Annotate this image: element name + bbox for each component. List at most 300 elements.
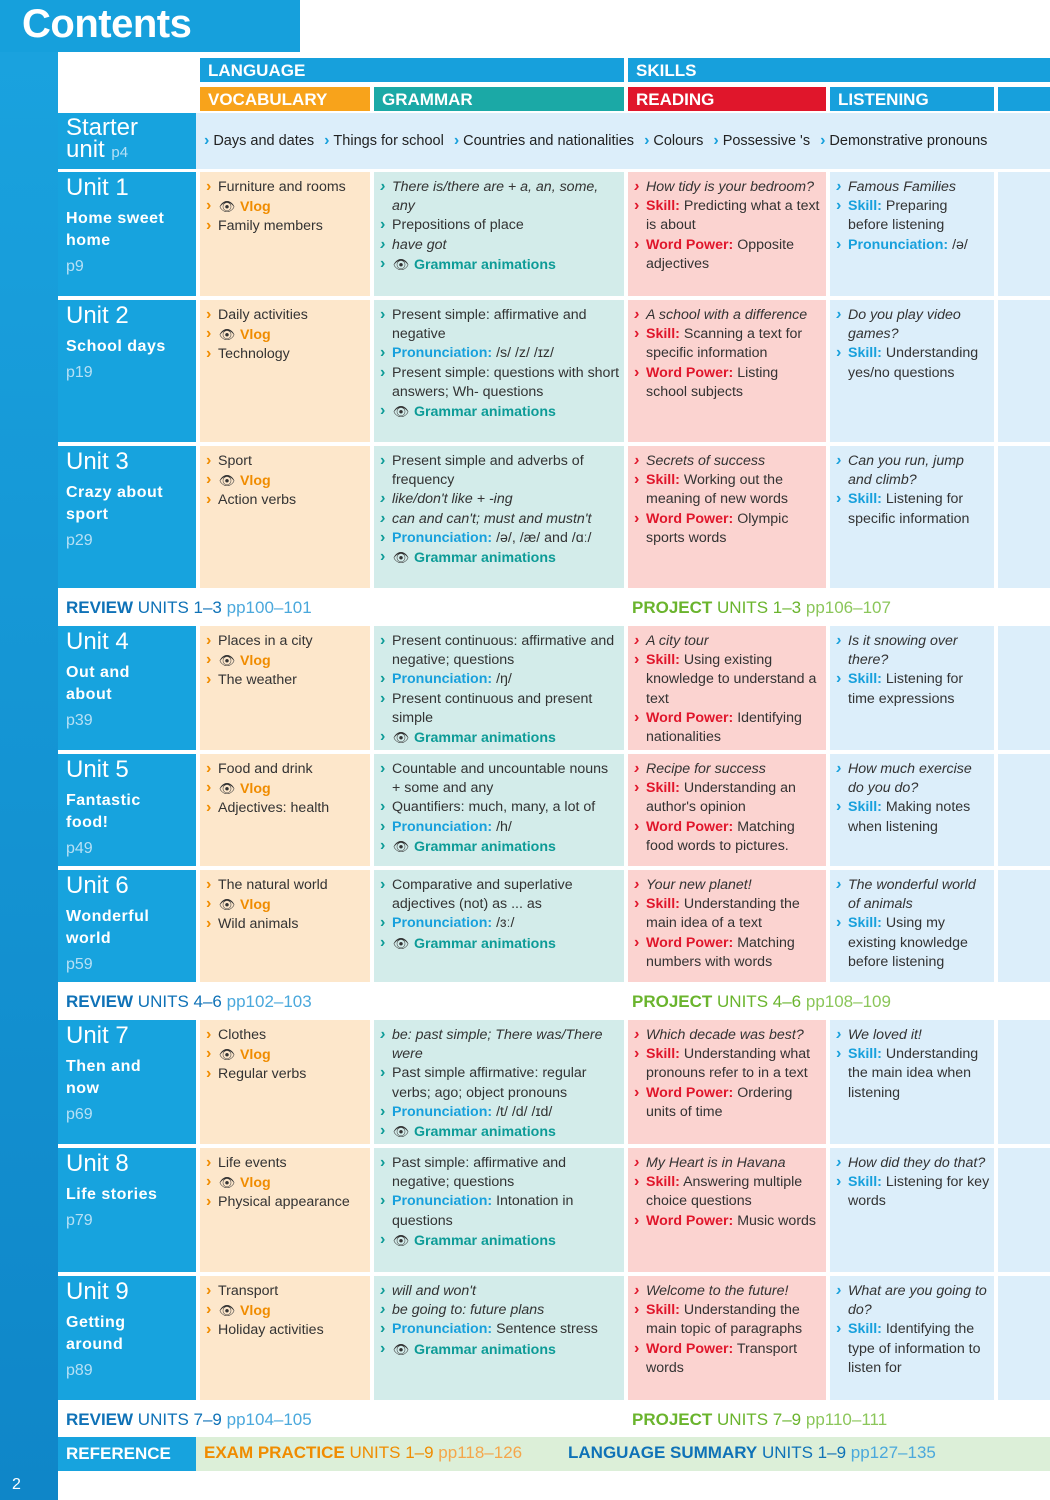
extra-cell xyxy=(998,446,1050,588)
extra-cell xyxy=(998,300,1050,442)
eye-icon: 👁 xyxy=(392,550,410,566)
unit-number: Unit 8 xyxy=(66,1150,129,1177)
reading-title: › My Heart is in Havana xyxy=(634,1154,822,1173)
review-7-9[interactable] xyxy=(66,1410,312,1432)
review-units: UNITS 1–3 xyxy=(137,598,222,617)
skill-label: Skill: xyxy=(646,1302,680,1319)
listening-cell xyxy=(830,446,994,588)
grammar-animations-link[interactable]: Grammar animations xyxy=(413,1341,556,1358)
header-grammar: GRAMMAR xyxy=(374,87,624,111)
word-power-label: Word Power: xyxy=(646,1340,734,1357)
grammar-animations-link[interactable]: Grammar animations xyxy=(413,730,556,747)
review-units: UNITS 7–9 xyxy=(137,1410,222,1429)
listening-skill: Understanding yes/no questions xyxy=(848,345,979,381)
grammar-pronunciation: /s/ /z/ /ɪz/ xyxy=(496,345,554,362)
unit-row-7 xyxy=(58,1020,1050,1144)
reading-cell xyxy=(628,870,826,982)
eye-icon: 👁 xyxy=(218,1303,236,1319)
skill-label: Skill: xyxy=(848,1046,882,1063)
grammar-item: › Present simple: affirmative and negative xyxy=(380,306,620,344)
grammar-item: › Present simple: questions with short answers; Wh- questions xyxy=(380,364,620,402)
reading-skill: Scanning a text for specific information xyxy=(646,326,803,362)
grammar-item: › Present continuous: affirmative and negative; questions xyxy=(380,632,620,670)
skill-label: Skill: xyxy=(646,896,680,913)
skill-label: Skill: xyxy=(848,915,882,932)
unit-row-8 xyxy=(58,1148,1050,1272)
grammar-animations-link[interactable]: Grammar animations xyxy=(413,1124,556,1141)
eye-icon: 👁 xyxy=(218,327,236,343)
vocabulary-cell xyxy=(200,870,370,982)
grammar-item: › There is/there are + a, an, some, any xyxy=(380,178,620,216)
unit-page: p89 xyxy=(66,1362,93,1379)
reading-skill: Using existing knowledge to understand a text xyxy=(646,652,817,707)
vocab-item: › Wild animals xyxy=(206,915,366,934)
grammar-cell xyxy=(374,300,624,442)
unit-row-6 xyxy=(58,870,1050,982)
vocab-item: › Daily activities xyxy=(206,306,366,325)
listening-title: › Can you run, jump and climb? xyxy=(836,452,990,490)
vocab-item: › Regular verbs xyxy=(206,1065,366,1084)
skill-label: Skill: xyxy=(646,1046,680,1063)
grammar-cell xyxy=(374,870,624,982)
listening-title: › How much exercise do you do? xyxy=(836,760,990,798)
word-power-label: Word Power: xyxy=(646,236,734,253)
unit-cell xyxy=(58,1276,196,1400)
review-label: REVIEW xyxy=(66,598,134,617)
eye-icon: 👁 xyxy=(218,1175,236,1191)
skill-label: Skill: xyxy=(646,326,680,343)
unit-row-3 xyxy=(58,446,1050,588)
vocabulary-cell xyxy=(200,172,370,296)
reading-skill: Predicting what a text is about xyxy=(646,198,820,234)
eye-icon: 👁 xyxy=(392,1232,410,1248)
unit-page: p9 xyxy=(66,258,84,275)
unit-name: School days xyxy=(66,338,166,355)
reading-skill: Understanding what pronouns refer to in a text xyxy=(646,1046,811,1082)
grammar-item: › Countable and uncountable nouns + some and any xyxy=(380,760,620,798)
unit-page: p69 xyxy=(66,1106,93,1123)
eye-icon: 👁 xyxy=(392,730,410,746)
reading-title: › Recipe for success xyxy=(634,760,822,779)
vocab-item: › Places in a city xyxy=(206,632,366,651)
listening-skill: Listening for time expressions xyxy=(848,671,964,707)
eye-icon: 👁 xyxy=(392,1124,410,1140)
skill-label: Skill: xyxy=(848,345,882,362)
skill-label: Skill: xyxy=(848,1174,882,1191)
unit-name-2: food! xyxy=(66,814,109,831)
listening-cell xyxy=(830,172,994,296)
vlog-link[interactable]: Vlog xyxy=(239,199,271,216)
eye-icon: 👁 xyxy=(392,1341,410,1357)
eye-icon: 👁 xyxy=(218,199,236,215)
reading-cell xyxy=(628,446,826,588)
unit-cell xyxy=(58,1148,196,1272)
reference-bar xyxy=(58,1437,1050,1471)
vocabulary-cell xyxy=(200,300,370,442)
grammar-cell xyxy=(374,446,624,588)
vocabulary-cell xyxy=(200,446,370,588)
starter-item: › Days and dates xyxy=(204,133,314,149)
vocab-item: › Furniture and rooms xyxy=(206,178,366,197)
extra-cell xyxy=(998,1276,1050,1400)
vlog-link[interactable]: Vlog xyxy=(239,653,271,670)
unit-name-2: around xyxy=(66,1336,124,1353)
unit-cell xyxy=(58,300,196,442)
grammar-cell xyxy=(374,1276,624,1400)
unit-number: Unit 1 xyxy=(66,174,129,201)
starter-label: Starter xyxy=(66,114,139,141)
extra-cell xyxy=(998,1148,1050,1272)
reading-title: › How tidy is your bedroom? xyxy=(634,178,822,197)
project-pages: pp110–111 xyxy=(805,1410,888,1429)
grammar-pronunciation: Intonation in questions xyxy=(392,1193,574,1229)
grammar-item: › be: past simple; There was/There were xyxy=(380,1026,620,1064)
grammar-pronunciation: /ɜː/ xyxy=(496,915,515,932)
skill-label: Skill: xyxy=(848,671,882,688)
unit-cell xyxy=(58,626,196,750)
listening-cell xyxy=(830,754,994,866)
project-label: PROJECT xyxy=(632,992,713,1011)
grammar-item: › can and can't; must and mustn't xyxy=(380,510,620,529)
skill-label: Skill: xyxy=(646,652,680,669)
review-pages: pp102–103 xyxy=(226,992,312,1011)
listening-title: › Do you play video games? xyxy=(836,306,990,344)
vlog-link[interactable]: Vlog xyxy=(239,473,271,490)
pronunciation-label: Pronunciation: xyxy=(848,236,949,253)
reading-word-power: Matching food words to pictures. xyxy=(646,818,795,854)
review-pages: pp104–105 xyxy=(226,1410,312,1429)
reading-cell xyxy=(628,1020,826,1144)
eye-icon: 👁 xyxy=(392,404,410,420)
grammar-pronunciation: /ŋ/ xyxy=(496,671,512,688)
grammar-pronunciation: /ə/, /æ/ and /ɑː/ xyxy=(496,529,592,546)
unit-page: p79 xyxy=(66,1212,93,1229)
vlog-link[interactable]: Vlog xyxy=(239,1047,271,1064)
word-power-label: Word Power: xyxy=(646,510,734,527)
skill-label: Skill: xyxy=(646,198,680,215)
header-vocabulary: VOCABULARY xyxy=(200,87,370,111)
vocab-item: › Food and drink xyxy=(206,760,366,779)
vlog-link[interactable]: Vlog xyxy=(239,897,271,914)
eye-icon: 👁 xyxy=(392,935,410,951)
grammar-item: › have got xyxy=(380,236,620,255)
grammar-animations-link[interactable]: Grammar animations xyxy=(413,1232,556,1249)
reading-skill: Understanding the main idea of a text xyxy=(646,896,800,932)
page-title: Contents xyxy=(22,2,192,46)
grammar-item: › Comparative and superlative adjectives (not) as ... as xyxy=(380,876,620,914)
listening-cell xyxy=(830,1276,994,1400)
extra-cell xyxy=(998,626,1050,750)
listening-cell xyxy=(830,300,994,442)
exam-label: EXAM PRACTICE xyxy=(204,1443,345,1462)
listening-cell xyxy=(830,1148,994,1272)
left-blue-bar xyxy=(0,0,58,1500)
reading-word-power: Music words xyxy=(737,1212,817,1229)
grammar-animations-link[interactable]: Grammar animations xyxy=(413,838,556,855)
starter-item: › Colours xyxy=(644,133,703,149)
listening-cell xyxy=(830,870,994,982)
project-4-6[interactable] xyxy=(632,992,891,1014)
vocab-item: › Sport xyxy=(206,452,366,471)
unit-page: p29 xyxy=(66,532,93,549)
unit-page: p19 xyxy=(66,364,93,381)
grammar-item: › Present continuous and present simple xyxy=(380,690,620,728)
exam-practice[interactable] xyxy=(204,1443,522,1465)
unit-number: Unit 5 xyxy=(66,756,129,783)
listening-title: › We loved it! xyxy=(836,1026,990,1045)
grammar-animations-link[interactable]: Grammar animations xyxy=(413,404,556,421)
vocab-item: › The weather xyxy=(206,671,366,690)
reading-skill: Answering multiple choice questions xyxy=(646,1174,803,1210)
project-1-3[interactable] xyxy=(632,598,891,620)
reference-label: REFERENCE xyxy=(58,1437,196,1471)
skill-label: Skill: xyxy=(646,780,680,797)
reading-title: › Your new planet! xyxy=(634,876,822,895)
skill-label: Skill: xyxy=(646,472,680,489)
pronunciation-label: Pronunciation: xyxy=(392,1321,493,1338)
project-units: UNITS 7–9 xyxy=(717,1410,802,1429)
vocab-item: › Technology xyxy=(206,345,366,364)
unit-name-2: now xyxy=(66,1080,100,1097)
pronunciation-label: Pronunciation: xyxy=(392,915,493,932)
vocab-item: › Transport xyxy=(206,1282,366,1301)
unit-name-2: home xyxy=(66,232,111,249)
reading-cell xyxy=(628,1276,826,1400)
vlog-link[interactable]: Vlog xyxy=(239,1175,271,1192)
reading-skill: Understanding an author's opinion xyxy=(646,780,796,816)
reading-title: › Secrets of success xyxy=(634,452,822,471)
grammar-animations-link[interactable]: Grammar animations xyxy=(413,550,556,567)
listening-skill: Understanding the main idea when listening xyxy=(848,1046,979,1101)
unit-name-2: world xyxy=(66,930,112,947)
page-number: 2 xyxy=(12,1476,21,1493)
review-units: UNITS 4–6 xyxy=(137,992,222,1011)
header-listening: LISTENING xyxy=(830,87,994,111)
grammar-item: › Present simple and adverbs of frequency xyxy=(380,452,620,490)
unit-name: Home sweet xyxy=(66,210,165,227)
unit-cell xyxy=(58,870,196,982)
listening-title: › What are you going to do? xyxy=(836,1282,990,1320)
vocabulary-cell xyxy=(200,1020,370,1144)
listening-skill: Listening for specific information xyxy=(848,491,970,527)
listening-title: › Is it snowing over there? xyxy=(836,632,990,670)
unit-page: p49 xyxy=(66,840,93,857)
extra-cell xyxy=(998,754,1050,866)
word-power-label: Word Power: xyxy=(646,934,734,951)
reading-cell xyxy=(628,754,826,866)
starter-item: › Demonstrative pronouns xyxy=(820,133,987,149)
unit-row-5 xyxy=(58,754,1050,866)
listening-title: › The wonderful world of animals xyxy=(836,876,990,914)
unit-number: Unit 4 xyxy=(66,628,129,655)
unit-number: Unit 9 xyxy=(66,1278,129,1305)
skill-label: Skill: xyxy=(848,198,882,215)
project-pages: pp108–109 xyxy=(805,992,891,1011)
word-power-label: Word Power: xyxy=(646,1212,734,1229)
eye-icon: 👁 xyxy=(218,653,236,669)
vocabulary-cell xyxy=(200,754,370,866)
skill-label: Skill: xyxy=(646,1174,680,1191)
starter-label2: unit xyxy=(66,136,105,163)
review-label: REVIEW xyxy=(66,1410,134,1429)
listening-skill: Preparing before listening xyxy=(848,198,948,234)
vocab-item: › Clothes xyxy=(206,1026,366,1045)
unit-name-2: about xyxy=(66,686,113,703)
extra-cell xyxy=(998,1020,1050,1144)
pronunciation-label: Pronunciation: xyxy=(392,345,493,362)
vocab-item: › Action verbs xyxy=(206,491,366,510)
unit-name: Then and xyxy=(66,1058,142,1075)
listening-title: › Famous Families xyxy=(836,178,990,197)
listening-skill: Using my existing knowledge before listening xyxy=(848,915,968,970)
project-pages: pp106–107 xyxy=(805,598,891,617)
vocabulary-cell xyxy=(200,1148,370,1272)
reading-skill: Working out the meaning of new words xyxy=(646,472,788,508)
pronunciation-label: Pronunciation: xyxy=(392,1193,493,1210)
unit-name: Out and xyxy=(66,664,130,681)
grammar-animations-link[interactable]: Grammar animations xyxy=(413,256,556,273)
unit-number: Unit 6 xyxy=(66,872,129,899)
header-skills: SKILLS xyxy=(628,58,1050,82)
reading-word-power: Opposite adjectives xyxy=(646,236,794,272)
eye-icon: 👁 xyxy=(392,256,410,272)
unit-name: Getting xyxy=(66,1314,126,1331)
unit-name: Wonderful xyxy=(66,908,150,925)
starter-cell xyxy=(58,113,196,169)
word-power-label: Word Power: xyxy=(646,364,734,381)
skill-label: Skill: xyxy=(848,491,882,508)
grammar-pronunciation: /h/ xyxy=(496,818,512,835)
reading-word-power: Listing school subjects xyxy=(646,364,779,400)
language-summary[interactable] xyxy=(568,1443,936,1465)
starter-item: › Things for school xyxy=(324,133,444,149)
unit-name-2: sport xyxy=(66,506,109,523)
summary-units: UNITS 1–9 xyxy=(761,1443,847,1462)
unit-number: Unit 3 xyxy=(66,448,129,475)
unit-cell xyxy=(58,754,196,866)
review-pages: pp100–101 xyxy=(226,598,312,617)
exam-units: UNITS 1–9 xyxy=(349,1443,434,1462)
grammar-pronunciation: /t/ /d/ /ɪd/ xyxy=(496,1103,553,1120)
starter-item: › Possessive 's xyxy=(713,133,810,149)
listening-skill: Making notes when listening xyxy=(848,799,971,835)
extra-cell xyxy=(998,172,1050,296)
grammar-cell xyxy=(374,172,624,296)
grammar-cell xyxy=(374,626,624,750)
eye-icon: 👁 xyxy=(218,473,236,489)
unit-name: Life stories xyxy=(66,1186,158,1203)
project-label: PROJECT xyxy=(632,1410,713,1429)
header-reading: READING xyxy=(628,87,826,111)
listening-skill: Identifying the type of information to listen for xyxy=(848,1321,981,1376)
unit-number: Unit 7 xyxy=(66,1022,129,1049)
grammar-cell xyxy=(374,1020,624,1144)
project-units: UNITS 1–3 xyxy=(717,598,802,617)
vocab-item: › Life events xyxy=(206,1154,366,1173)
word-power-label: Word Power: xyxy=(646,818,734,835)
unit-page: p59 xyxy=(66,956,93,973)
project-label: PROJECT xyxy=(632,598,713,617)
eye-icon: 👁 xyxy=(218,897,236,913)
grammar-item: › Past simple affirmative: regular verbs; ago; object pronouns xyxy=(380,1064,620,1102)
grammar-pronunciation: Sentence stress xyxy=(496,1321,598,1338)
grammar-item: › will and won't xyxy=(380,1282,620,1301)
reading-cell xyxy=(628,172,826,296)
word-power-label: Word Power: xyxy=(646,1084,734,1101)
grammar-item: › Quantifiers: much, many, a lot of xyxy=(380,798,620,817)
starter-page: p4 xyxy=(111,144,129,161)
unit-name: Crazy about xyxy=(66,484,164,501)
review-4-6[interactable] xyxy=(66,992,312,1014)
unit-cell xyxy=(58,446,196,588)
grammar-item: › Past simple: affirmative and negative; questions xyxy=(380,1154,620,1192)
project-units: UNITS 4–6 xyxy=(717,992,802,1011)
pronunciation-label: Pronunciation: xyxy=(392,818,493,835)
pronunciation-label: Pronunciation: xyxy=(392,671,493,688)
reading-skill: Understanding the main topic of paragraphs xyxy=(646,1302,803,1338)
reading-title: › Which decade was best? xyxy=(634,1026,822,1045)
vocab-item: › Family members xyxy=(206,217,366,236)
grammar-cell xyxy=(374,1148,624,1272)
reading-word-power: Identifying nationalities xyxy=(646,709,802,746)
pronunciation-label: Pronunciation: xyxy=(392,1103,493,1120)
grammar-item: › be going to: future plans xyxy=(380,1301,620,1320)
reading-title: › A city tour xyxy=(634,632,822,651)
starter-item: › Countries and nationalities xyxy=(454,133,634,149)
unit-row-9 xyxy=(58,1276,1050,1400)
grammar-animations-link[interactable]: Grammar animations xyxy=(413,935,556,952)
reading-word-power: Matching numbers with words xyxy=(646,934,795,970)
review-1-3[interactable] xyxy=(66,598,312,620)
vocab-item: › The natural world xyxy=(206,876,366,895)
unit-name: Fantastic xyxy=(66,792,141,809)
vlog-link[interactable]: Vlog xyxy=(239,1303,271,1320)
review-label: REVIEW xyxy=(66,992,134,1011)
skill-label: Skill: xyxy=(848,1321,882,1338)
unit-number: Unit 2 xyxy=(66,302,129,329)
vocab-item: › Adjectives: health xyxy=(206,799,366,818)
header-language: LANGUAGE xyxy=(200,58,624,82)
listening-skill: Listening for key words xyxy=(848,1174,990,1210)
vlog-link[interactable]: Vlog xyxy=(239,781,271,798)
starter-items xyxy=(204,132,997,150)
reading-word-power: Olympic sports words xyxy=(646,510,789,546)
unit-cell xyxy=(58,172,196,296)
unit-row-2 xyxy=(58,300,1050,442)
reading-word-power: Ordering units of time xyxy=(646,1084,793,1120)
unit-cell xyxy=(58,1020,196,1144)
vlog-link[interactable]: Vlog xyxy=(239,327,271,344)
eye-icon: 👁 xyxy=(392,838,410,854)
unit-row-4 xyxy=(58,626,1050,750)
listening-title: › How did they do that? xyxy=(836,1154,990,1173)
vocab-item: › Holiday activities xyxy=(206,1321,366,1340)
extra-cell xyxy=(998,870,1050,982)
pronunciation-label: Pronunciation: xyxy=(392,529,493,546)
listening-cell xyxy=(830,1020,994,1144)
exam-pages: pp118–126 xyxy=(438,1443,523,1462)
starter-row xyxy=(58,113,1050,169)
vocabulary-cell xyxy=(200,626,370,750)
grammar-cell xyxy=(374,754,624,866)
project-7-9[interactable] xyxy=(632,1410,887,1432)
vocab-item: › Physical appearance xyxy=(206,1193,366,1212)
reading-cell xyxy=(628,300,826,442)
listening-pronunciation: /ə/ xyxy=(952,236,968,253)
skill-label: Skill: xyxy=(848,799,882,816)
reading-cell xyxy=(628,626,826,750)
vocabulary-cell xyxy=(200,1276,370,1400)
